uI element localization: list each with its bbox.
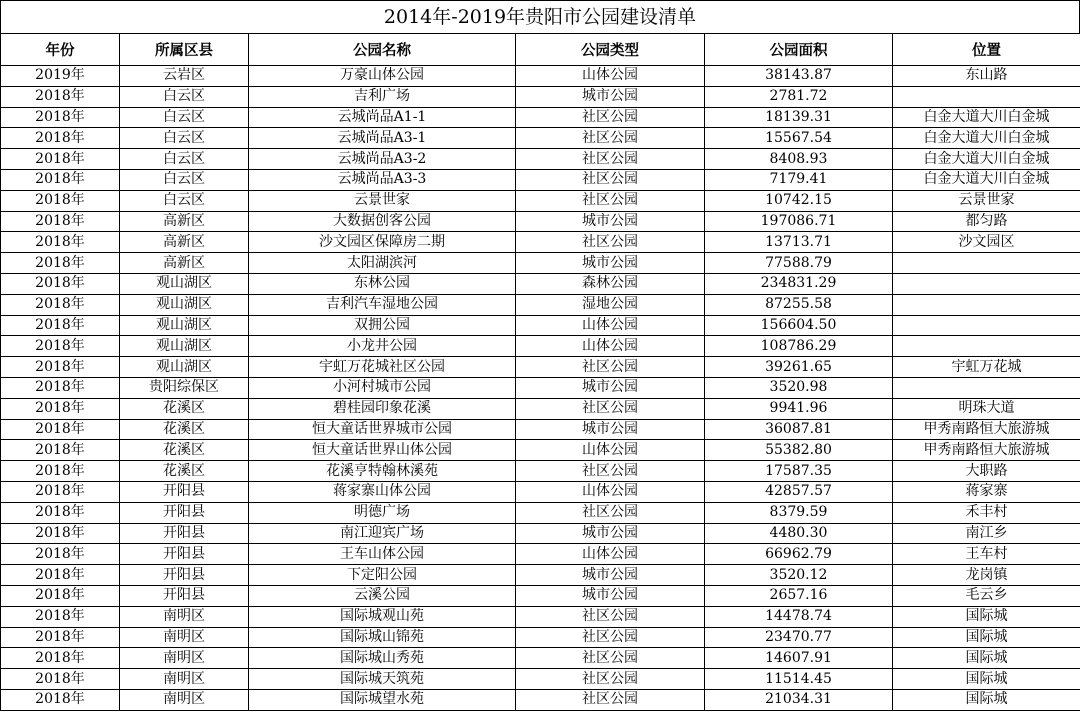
year-cell: 2018年	[1, 606, 120, 627]
location-cell: 白金大道大川白金城	[893, 169, 1080, 190]
table-row	[1, 689, 1080, 710]
table-row	[1, 585, 1080, 606]
park-name-cell: 云景世家	[249, 190, 516, 211]
district-cell: 南明区	[120, 606, 249, 627]
park-name-cell: 南江迎宾广场	[249, 523, 516, 544]
district-cell: 开阳县	[120, 565, 249, 586]
park-table	[0, 33, 1080, 711]
park-name-cell: 国际城山锦苑	[249, 627, 516, 648]
district-cell: 高新区	[120, 211, 249, 232]
table-title: 2014年-2019年贵阳市公园建设清单	[0, 0, 1080, 33]
park-area-cell: 14607.91	[705, 648, 893, 669]
park-name-cell: 吉利广场	[249, 86, 516, 107]
location-cell: 龙岗镇	[893, 565, 1080, 586]
park-area-cell: 9941.96	[705, 398, 893, 419]
park-area-cell: 108786.29	[705, 336, 893, 357]
table-row	[1, 419, 1080, 440]
year-cell: 2018年	[1, 440, 120, 461]
district-cell: 白云区	[120, 128, 249, 149]
year-cell: 2018年	[1, 253, 120, 274]
park-area-cell: 197086.71	[705, 211, 893, 232]
park-area-cell: 8408.93	[705, 149, 893, 170]
park-area-cell: 3520.98	[705, 377, 893, 398]
park-area-cell: 2781.72	[705, 86, 893, 107]
header-location: 位置	[893, 34, 1080, 66]
location-cell	[893, 253, 1080, 274]
district-cell: 南明区	[120, 689, 249, 710]
header-park-type: 公园类型	[516, 34, 705, 66]
district-cell: 高新区	[120, 232, 249, 253]
park-area-cell: 55382.80	[705, 440, 893, 461]
district-cell: 开阳县	[120, 585, 249, 606]
district-cell: 花溪区	[120, 461, 249, 482]
park-type-cell: 湿地公园	[516, 294, 705, 315]
park-type-cell: 森林公园	[516, 273, 705, 294]
park-name-cell: 吉利汽车湿地公园	[249, 294, 516, 315]
location-cell: 沙文园区	[893, 232, 1080, 253]
year-cell: 2018年	[1, 107, 120, 128]
year-cell: 2018年	[1, 232, 120, 253]
location-cell	[893, 273, 1080, 294]
park-area-cell: 4480.30	[705, 523, 893, 544]
header-park-name: 公园名称	[249, 34, 516, 66]
year-cell: 2018年	[1, 689, 120, 710]
year-cell: 2018年	[1, 315, 120, 336]
park-name-cell: 沙文园区保障房二期	[249, 232, 516, 253]
table-row	[1, 273, 1080, 294]
table-row	[1, 315, 1080, 336]
location-cell: 东山路	[893, 66, 1080, 87]
location-cell: 禾丰村	[893, 502, 1080, 523]
table-row	[1, 648, 1080, 669]
table-row	[1, 606, 1080, 627]
table-row	[1, 523, 1080, 544]
park-area-cell: 23470.77	[705, 627, 893, 648]
table-row	[1, 544, 1080, 565]
park-area-cell: 39261.65	[705, 357, 893, 378]
park-type-cell: 山体公园	[516, 481, 705, 502]
year-cell: 2018年	[1, 377, 120, 398]
location-cell: 国际城	[893, 648, 1080, 669]
location-cell	[893, 86, 1080, 107]
location-cell: 宇虹万花城	[893, 357, 1080, 378]
park-name-cell: 王车山体公园	[249, 544, 516, 565]
location-cell: 王车村	[893, 544, 1080, 565]
year-cell: 2018年	[1, 627, 120, 648]
park-area-cell: 234831.29	[705, 273, 893, 294]
district-cell: 南明区	[120, 669, 249, 690]
park-name-cell: 双拥公园	[249, 315, 516, 336]
year-cell: 2018年	[1, 336, 120, 357]
location-cell	[893, 294, 1080, 315]
park-type-cell: 社区公园	[516, 461, 705, 482]
park-type-cell: 城市公园	[516, 419, 705, 440]
location-cell: 云景世家	[893, 190, 1080, 211]
park-type-cell: 城市公园	[516, 523, 705, 544]
table-row	[1, 253, 1080, 274]
year-cell: 2018年	[1, 128, 120, 149]
district-cell: 观山湖区	[120, 294, 249, 315]
table-row	[1, 86, 1080, 107]
district-cell: 观山湖区	[120, 357, 249, 378]
table-row	[1, 336, 1080, 357]
header-year: 年份	[1, 34, 120, 66]
table-row	[1, 440, 1080, 461]
park-type-cell: 社区公园	[516, 357, 705, 378]
table-row	[1, 669, 1080, 690]
park-type-cell: 社区公园	[516, 689, 705, 710]
table-row	[1, 398, 1080, 419]
district-cell: 观山湖区	[120, 336, 249, 357]
park-type-cell: 社区公园	[516, 502, 705, 523]
table-row	[1, 149, 1080, 170]
park-name-cell: 云城尚品A1-1	[249, 107, 516, 128]
year-cell: 2018年	[1, 149, 120, 170]
park-area-cell: 3520.12	[705, 565, 893, 586]
year-cell: 2018年	[1, 169, 120, 190]
park-area-cell: 2657.16	[705, 585, 893, 606]
table-row	[1, 169, 1080, 190]
park-area-cell: 17587.35	[705, 461, 893, 482]
park-type-cell: 城市公园	[516, 86, 705, 107]
park-name-cell: 宇虹万花城社区公园	[249, 357, 516, 378]
location-cell: 国际城	[893, 689, 1080, 710]
park-area-cell: 21034.31	[705, 689, 893, 710]
year-cell: 2018年	[1, 357, 120, 378]
park-name-cell: 大数据创客公园	[249, 211, 516, 232]
park-area-cell: 15567.54	[705, 128, 893, 149]
park-type-cell: 社区公园	[516, 648, 705, 669]
location-cell: 甲秀南路恒大旅游城	[893, 440, 1080, 461]
district-cell: 白云区	[120, 190, 249, 211]
park-type-cell: 社区公园	[516, 606, 705, 627]
location-cell: 蒋家寨	[893, 481, 1080, 502]
table-row	[1, 461, 1080, 482]
table-row	[1, 377, 1080, 398]
location-cell: 都匀路	[893, 211, 1080, 232]
year-cell: 2018年	[1, 211, 120, 232]
location-cell	[893, 377, 1080, 398]
location-cell: 国际城	[893, 627, 1080, 648]
table-row	[1, 502, 1080, 523]
park-type-cell: 社区公园	[516, 169, 705, 190]
location-cell: 国际城	[893, 606, 1080, 627]
district-cell: 开阳县	[120, 502, 249, 523]
table-row	[1, 232, 1080, 253]
year-cell: 2018年	[1, 669, 120, 690]
park-name-cell: 云城尚品A3-3	[249, 169, 516, 190]
table-row	[1, 565, 1080, 586]
location-cell	[893, 315, 1080, 336]
park-type-cell: 山体公园	[516, 336, 705, 357]
park-area-cell: 14478.74	[705, 606, 893, 627]
park-name-cell: 太阳湖滨河	[249, 253, 516, 274]
district-cell: 白云区	[120, 107, 249, 128]
park-area-cell: 7179.41	[705, 169, 893, 190]
park-name-cell: 云城尚品A3-2	[249, 149, 516, 170]
park-type-cell: 社区公园	[516, 669, 705, 690]
park-name-cell: 云溪公园	[249, 585, 516, 606]
park-type-cell: 城市公园	[516, 253, 705, 274]
year-cell: 2018年	[1, 481, 120, 502]
park-name-cell: 恒大童话世界城市公园	[249, 419, 516, 440]
park-name-cell: 国际城山秀苑	[249, 648, 516, 669]
year-cell: 2018年	[1, 419, 120, 440]
district-cell: 开阳县	[120, 544, 249, 565]
park-area-cell: 42857.57	[705, 481, 893, 502]
park-name-cell: 小河村城市公园	[249, 377, 516, 398]
park-name-cell: 小龙井公园	[249, 336, 516, 357]
park-type-cell: 社区公园	[516, 149, 705, 170]
district-cell: 贵阳综保区	[120, 377, 249, 398]
park-name-cell: 明德广场	[249, 502, 516, 523]
park-type-cell: 山体公园	[516, 440, 705, 461]
district-cell: 观山湖区	[120, 273, 249, 294]
park-type-cell: 社区公园	[516, 398, 705, 419]
district-cell: 花溪区	[120, 440, 249, 461]
park-type-cell: 社区公园	[516, 107, 705, 128]
park-name-cell: 碧桂园印象花溪	[249, 398, 516, 419]
park-area-cell: 36087.81	[705, 419, 893, 440]
year-cell: 2018年	[1, 648, 120, 669]
table-row	[1, 357, 1080, 378]
year-cell: 2018年	[1, 273, 120, 294]
park-area-cell: 18139.31	[705, 107, 893, 128]
park-area-cell: 8379.59	[705, 502, 893, 523]
district-cell: 开阳县	[120, 481, 249, 502]
location-cell: 白金大道大川白金城	[893, 149, 1080, 170]
district-cell: 开阳县	[120, 523, 249, 544]
location-cell: 南江乡	[893, 523, 1080, 544]
park-name-cell: 云城尚品A3-1	[249, 128, 516, 149]
location-cell: 国际城	[893, 669, 1080, 690]
table-row	[1, 294, 1080, 315]
district-cell: 白云区	[120, 149, 249, 170]
district-cell: 南明区	[120, 648, 249, 669]
header-park-area: 公园面积	[705, 34, 893, 66]
park-area-cell: 11514.45	[705, 669, 893, 690]
district-cell: 花溪区	[120, 398, 249, 419]
year-cell: 2018年	[1, 523, 120, 544]
table-row	[1, 481, 1080, 502]
park-area-cell: 66962.79	[705, 544, 893, 565]
park-type-cell: 城市公园	[516, 565, 705, 586]
year-cell: 2018年	[1, 502, 120, 523]
year-cell: 2018年	[1, 86, 120, 107]
park-name-cell: 花溪亨特翰林溪苑	[249, 461, 516, 482]
district-cell: 南明区	[120, 627, 249, 648]
header-row	[1, 34, 1080, 66]
park-name-cell: 国际城望水苑	[249, 689, 516, 710]
table-row	[1, 66, 1080, 87]
location-cell: 大职路	[893, 461, 1080, 482]
table-row	[1, 107, 1080, 128]
park-type-cell: 社区公园	[516, 627, 705, 648]
year-cell: 2018年	[1, 190, 120, 211]
district-cell: 花溪区	[120, 419, 249, 440]
district-cell: 高新区	[120, 253, 249, 274]
location-cell: 白金大道大川白金城	[893, 107, 1080, 128]
district-cell: 白云区	[120, 169, 249, 190]
location-cell	[893, 336, 1080, 357]
location-cell: 毛云乡	[893, 585, 1080, 606]
park-name-cell: 蒋家寨山体公园	[249, 481, 516, 502]
park-type-cell: 山体公园	[516, 66, 705, 87]
park-area-cell: 10742.15	[705, 190, 893, 211]
location-cell: 甲秀南路恒大旅游城	[893, 419, 1080, 440]
year-cell: 2018年	[1, 565, 120, 586]
district-cell: 云岩区	[120, 66, 249, 87]
table-row	[1, 190, 1080, 211]
table-row	[1, 627, 1080, 648]
year-cell: 2019年	[1, 66, 120, 87]
park-name-cell: 恒大童话世界山体公园	[249, 440, 516, 461]
park-area-cell: 87255.58	[705, 294, 893, 315]
year-cell: 2018年	[1, 294, 120, 315]
park-type-cell: 山体公园	[516, 315, 705, 336]
park-type-cell: 社区公园	[516, 190, 705, 211]
park-area-cell: 38143.87	[705, 66, 893, 87]
year-cell: 2018年	[1, 585, 120, 606]
location-cell: 白金大道大川白金城	[893, 128, 1080, 149]
year-cell: 2018年	[1, 461, 120, 482]
table-row	[1, 128, 1080, 149]
year-cell: 2018年	[1, 544, 120, 565]
table-row	[1, 211, 1080, 232]
park-type-cell: 城市公园	[516, 211, 705, 232]
park-type-cell: 城市公园	[516, 377, 705, 398]
district-cell: 白云区	[120, 86, 249, 107]
year-cell: 2018年	[1, 398, 120, 419]
park-type-cell: 山体公园	[516, 544, 705, 565]
park-name-cell: 国际城天筑苑	[249, 669, 516, 690]
park-type-cell: 社区公园	[516, 128, 705, 149]
park-area-cell: 77588.79	[705, 253, 893, 274]
park-name-cell: 万豪山体公园	[249, 66, 516, 87]
header-district: 所属区县	[120, 34, 249, 66]
district-cell: 观山湖区	[120, 315, 249, 336]
park-name-cell: 东林公园	[249, 273, 516, 294]
park-area-cell: 156604.50	[705, 315, 893, 336]
park-type-cell: 城市公园	[516, 585, 705, 606]
park-name-cell: 国际城观山苑	[249, 606, 516, 627]
location-cell: 明珠大道	[893, 398, 1080, 419]
park-name-cell: 下定阳公园	[249, 565, 516, 586]
park-type-cell: 社区公园	[516, 232, 705, 253]
park-area-cell: 13713.71	[705, 232, 893, 253]
